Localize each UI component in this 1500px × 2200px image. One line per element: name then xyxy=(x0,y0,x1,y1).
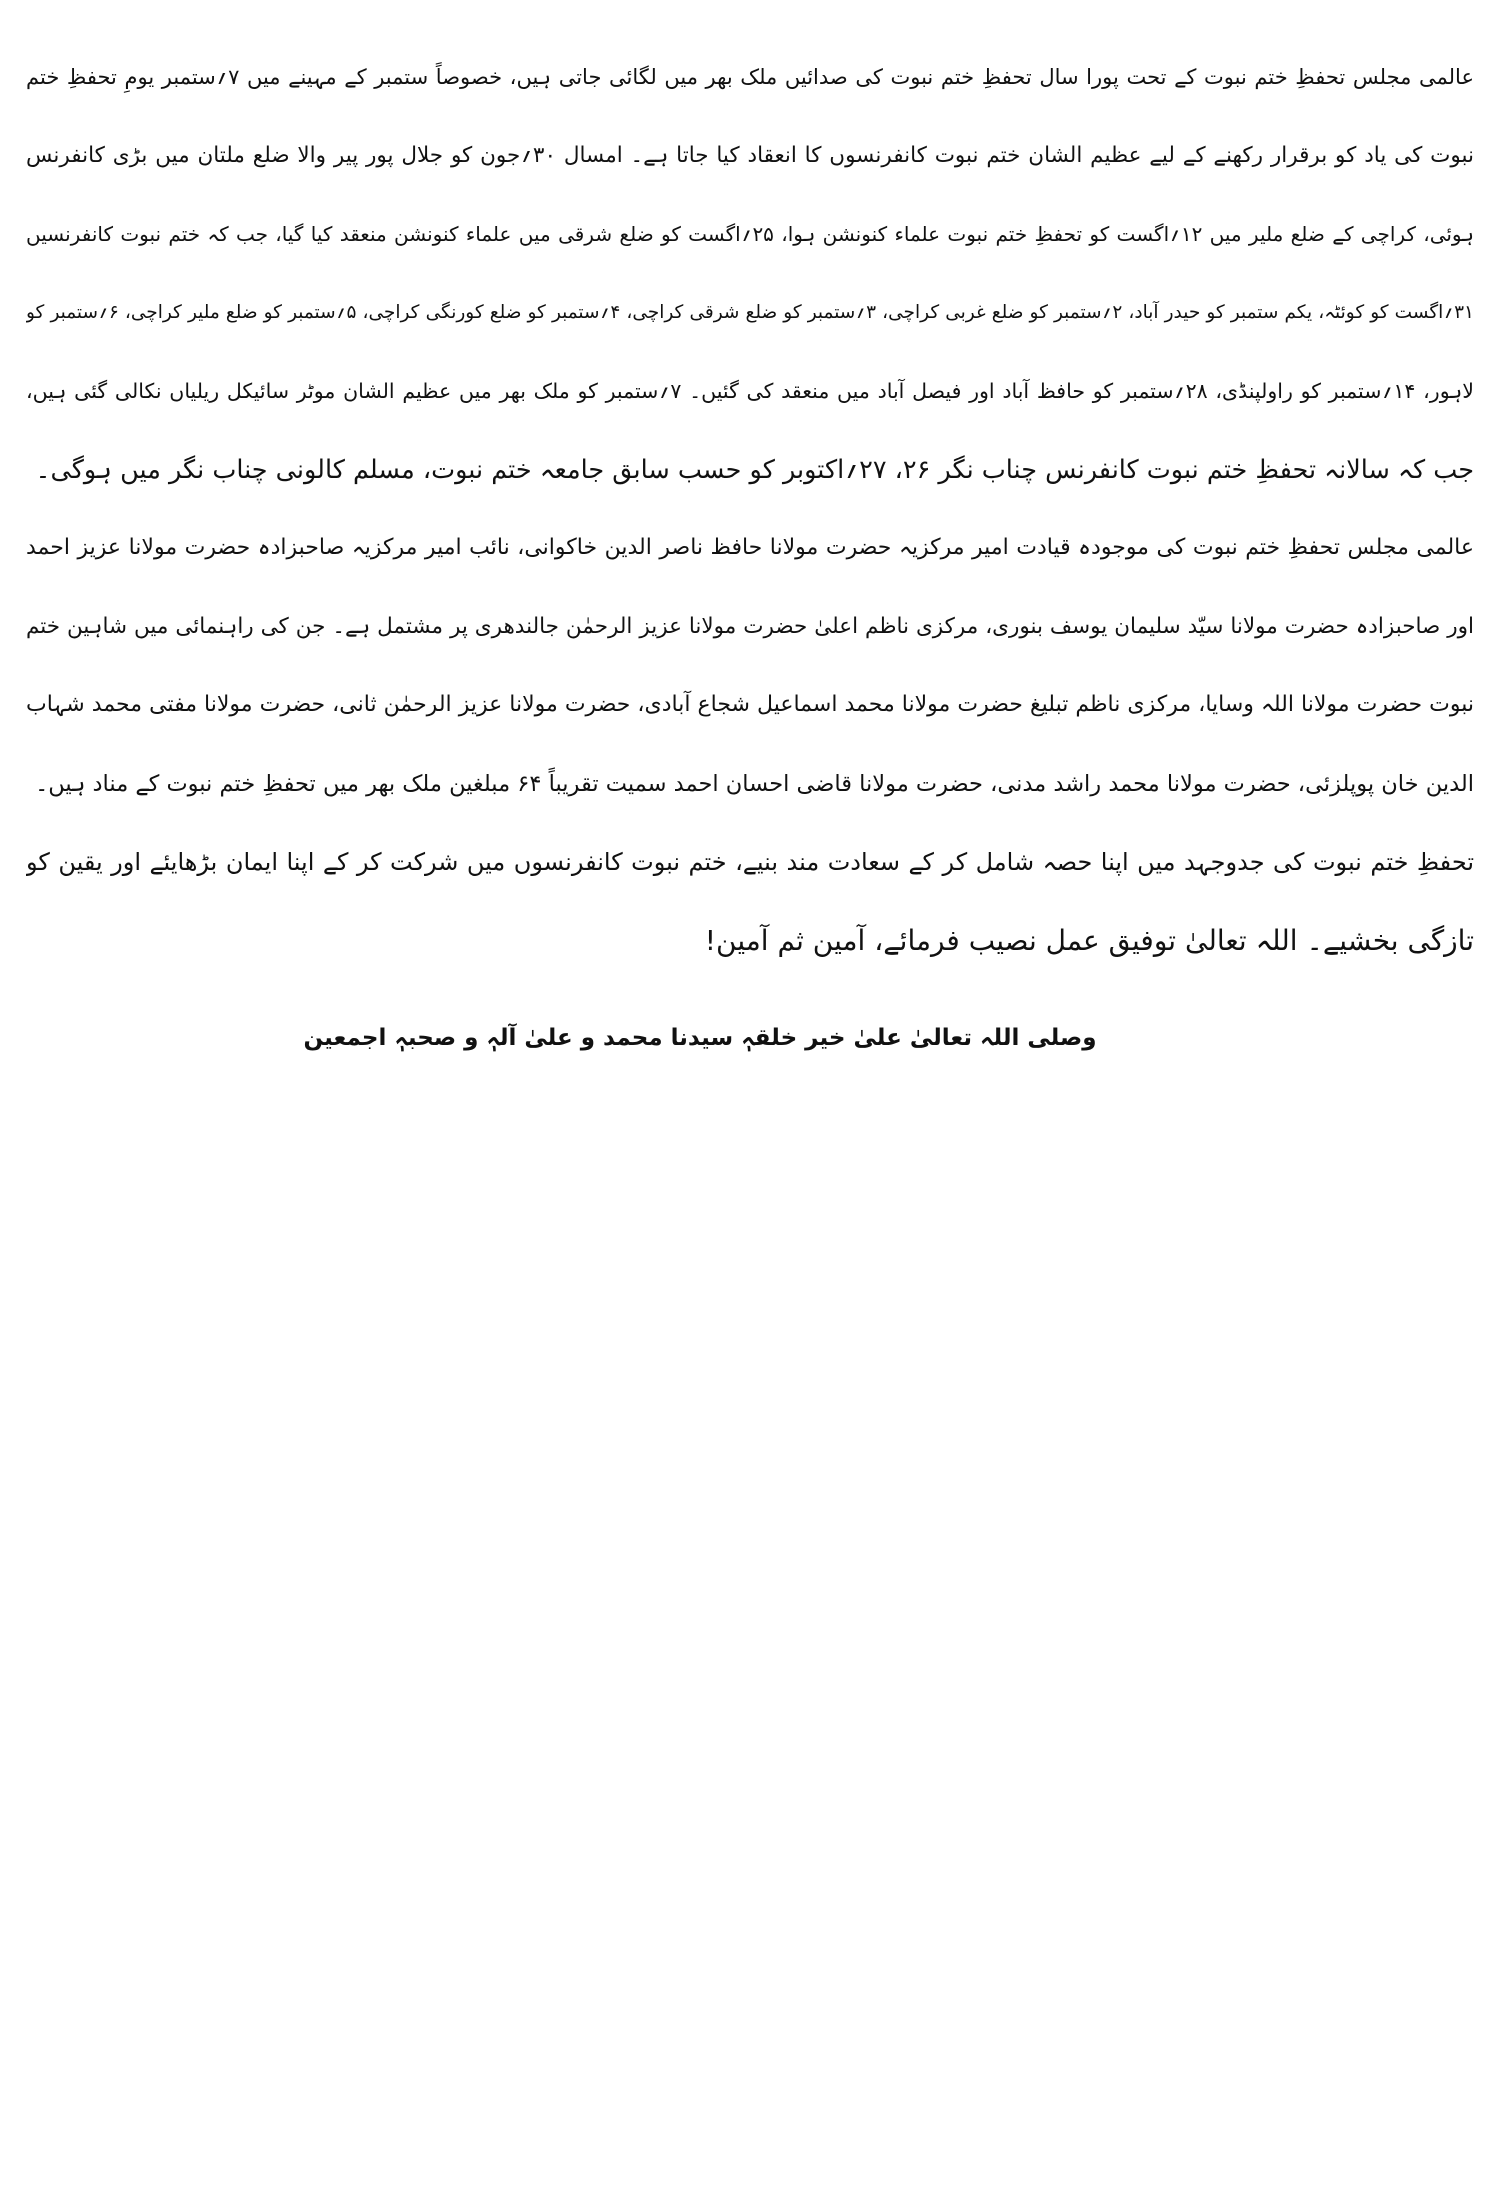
closing-blessing: وصلی اللہ تعالیٰ علیٰ خیر خلقہٖ سیدنا محمد و علیٰ آلہٖ و صحبہٖ اجمعین xyxy=(303,1025,1097,1051)
text-line: ۳۱؍اگست کو کوئٹہ، یکم ستمبر کو حیدر آباد، ۲؍ستمبر کو ضلع غربی کراچی، ۳؍ستمبر کو ضلع شرقی کراچی، ۴؍ستمبر کو ضلع کورنگی کراچی، ۵؍ستمبر کو ضلع ملیر کراچی، ۶؍ستمبر کو xyxy=(26,301,1474,323)
text-line: لاہور، ۱۴؍ستمبر کو راولپنڈی، ۲۸؍ستمبر کو حافظ آباد اور فیصل آباد میں منعقد کی گئیں۔ ۷؍ستمبر کو ملک بھر میں عظیم الشان موٹر سائیکل ریلیاں نکالی گئی ہیں، xyxy=(26,379,1474,403)
text-line: تحفظِ ختم نبوت کی جدوجہد میں اپنا حصہ شامل کر کے سعادت مند بنیے، ختم نبوت کانفرنسوں میں شرکت کر کے اپنا ایمان بڑھایئے اور یقین کو xyxy=(26,848,1474,876)
paragraph-3 xyxy=(26,823,1474,980)
paragraph-1 xyxy=(26,38,1474,509)
paragraph-2 xyxy=(26,509,1474,823)
text-line: اور صاحبزادہ حضرت مولانا سیّد سلیمان یوسف بنوری، مرکزی ناظم اعلیٰ حضرت مولانا عزیز الرحمٰن جالندھری پر مشتمل ہے۔ جن کی راہنمائی میں شاہین ختم xyxy=(26,613,1474,639)
text-line: نبوت حضرت مولانا اللہ وسایا، مرکزی ناظم تبلیغ حضرت مولانا محمد اسماعیل شجاع آبادی، حضرت مولانا عزیز الرحمٰن ثانی، حضرت مولانا مفتی محمد شہاب xyxy=(26,692,1474,717)
text-line: عالمی مجلس تحفظِ ختم نبوت کے تحت پورا سال تحفظِ ختم نبوت کی صدائیں ملک بھر میں لگائی جاتی ہیں، خصوصاً ستمبر کے مہینے میں ۷؍ستمبر یومِ تحفظِ ختم xyxy=(26,65,1474,89)
article-body xyxy=(26,38,1474,980)
text-line: جب کہ سالانہ تحفظِ ختم نبوت کانفرنس چناب نگر ۲۶، ۲۷؍اکتوبر کو حسب سابق جامعہ ختم نبوت، مسلم کالونی چناب نگر میں ہوگی۔ xyxy=(35,454,1474,485)
text-line: تازگی بخشیے۔ اللہ تعالیٰ توفیق عمل نصیب فرمائے، آمین ثم آمین! xyxy=(704,923,1474,957)
text-line: الدین خان پوپلزئی، حضرت مولانا محمد راشد مدنی، حضرت مولانا قاضی احسان احمد سمیت تقریباً ۶۴ مبلغین ملک بھر میں تحفظِ ختم نبوت کے مناد ہیں۔ xyxy=(35,770,1474,797)
text-line: ہوئی، کراچی کے ضلع ملیر میں ۱۲؍اگست کو تحفظِ ختم نبوت علماء کنونشن ہوا، ۲۵؍اگست کو ضلع شرقی میں علماء کنونشن منعقد کیا گیا، جب کہ ختم نبوت کانفرنسیں xyxy=(26,222,1474,246)
text-line: نبوت کی یاد کو برقرار رکھنے کے لیے عظیم الشان ختم نبوت کانفرنسوں کا انعقاد کیا جاتا ہے۔ امسال ۳۰؍جون کو جلال پور پیر والا ضلع ملتان میں بڑی کانفرنس xyxy=(26,142,1474,168)
text-line: عالمی مجلس تحفظِ ختم نبوت کی موجودہ قیادت امیر مرکزیہ حضرت مولانا حافظ ناصر الدین خاکوانی، نائب امیر مرکزیہ صاحبزادہ حضرت مولانا عزیز احمد xyxy=(26,535,1474,560)
